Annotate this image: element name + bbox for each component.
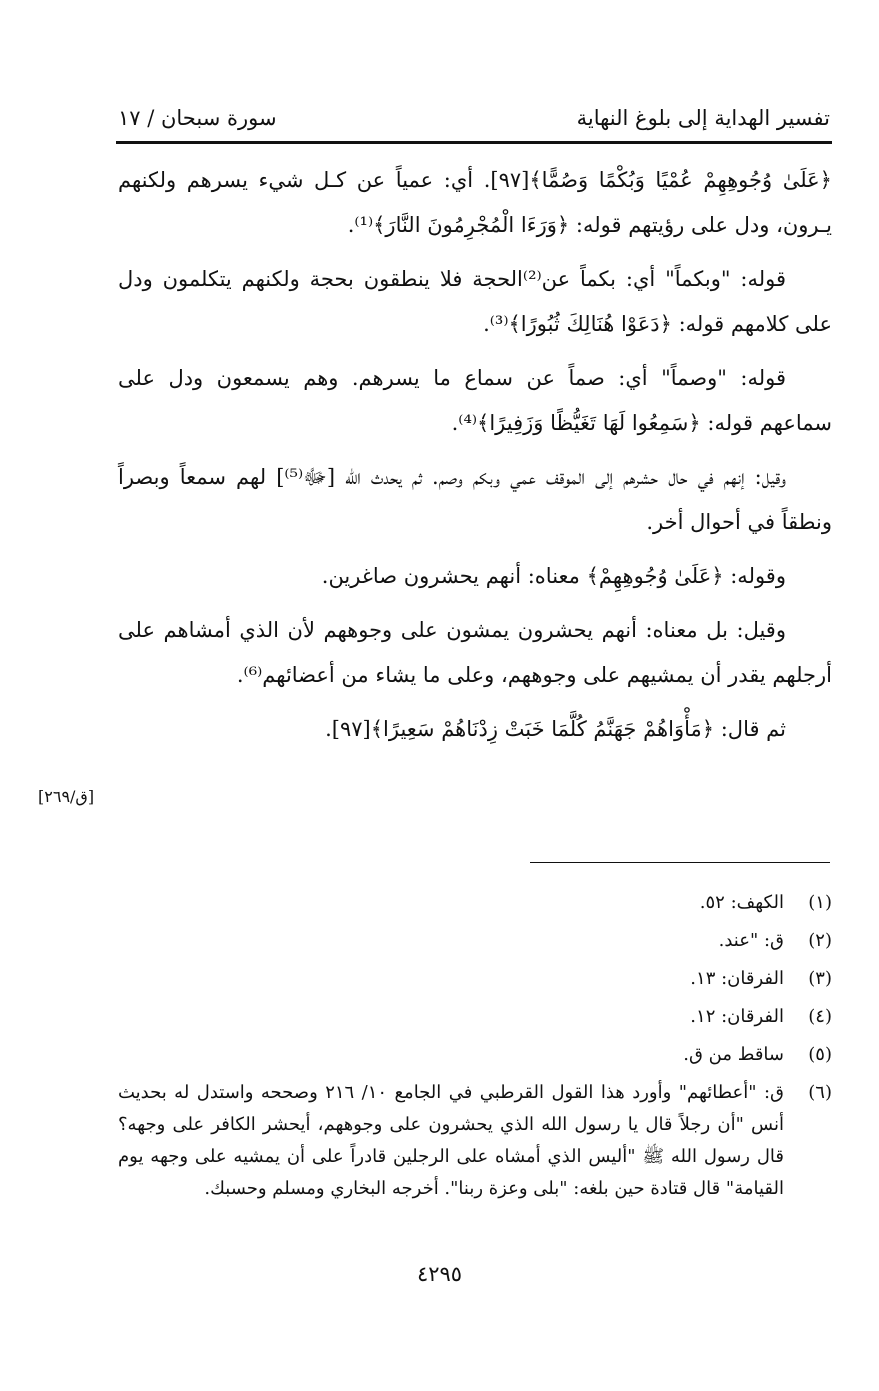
footnote-item — [118, 1074, 832, 1205]
footnote-item — [118, 884, 832, 922]
footnote-number: (٣) — [808, 968, 832, 989]
footnote-text: الكهف: ٥٢. — [699, 892, 784, 913]
paragraph-5: وقوله: ﴿عَلَىٰ وُجُوهِهِمْ﴾ معناه: أنهم يحشرون صاغرين. — [321, 564, 786, 588]
main-text — [118, 158, 832, 761]
book-title: تفسير الهداية إلى بلوغ النهاية — [576, 106, 830, 130]
running-header — [118, 100, 830, 136]
manuscript-folio-marker: [ق/٢٦٩] — [38, 787, 95, 806]
footnote-number: (٥) — [808, 1044, 832, 1065]
footnote-text: ق: "أعطائهم" وأورد هذا القول القرطبي في الجامع ١٠/ ٢١٦ وصححه واستدل له بحديث أنس "أن رجلاً قال يا رسول الله الذي يحشرون على وجوههم، أيحشر الكافر على وجهه؟ قال رسول الله ﷺ "أليس الذي أمشاه على الرجلين قادراً على أن يمشيه على وجهه يوم القيامة" قال قتادة حين بلغه: "بلى وعزة ربنا". أخرجه البخاري ومسلم وحسبك. — [118, 1082, 784, 1199]
footnote-number: (١) — [808, 892, 832, 913]
footnote-text: الفرقان: ١٢. — [690, 1006, 784, 1027]
footnote-number: (٤) — [808, 1006, 832, 1027]
footnote-item — [118, 922, 832, 960]
header-divider — [116, 141, 832, 144]
surah-page-label: سورة سبحان / ١٧ — [118, 106, 277, 130]
footnote-item — [118, 960, 832, 998]
footnote-number: (٦) — [808, 1082, 832, 1103]
paragraph-6: وقيل: بل معناه: أنهم يحشرون يمشون على وجوههم لأن الذي أمشاهم على أرجلهم يقدر أن يمشيهم على وجوههم، وعلى ما يشاء من أعضائهم⁽⁶⁾. — [118, 618, 832, 687]
footnote-text: الفرقان: ١٣. — [690, 968, 784, 989]
footnotes — [118, 884, 832, 1205]
paragraph-3: قوله: "وصماً" أي: صماً عن سماع ما يسرهم. وهم يسمعون ودل على سماعهم قوله: ﴿سَمِعُوا لَهَا تَغَيُّظًا وَزَفِيرًا﴾⁽⁴⁾. — [118, 366, 832, 435]
paragraph-4: وقيل: إنهم في حال حشرهم إلى الموقف عمي وبكم وصم. ثم يحدث الله [ﷻ⁽⁵⁾] لهم سمعاً وبصراً ونطقاً في أحوال أخر. — [118, 465, 832, 534]
paragraph-2: قوله: "وبكماً" أي: بكماً عن⁽²⁾الحجة فلا ينطقون بحجة ولكنهم يتكلمون ودل على كلامهم قوله: ﴿دَعَوْا هُنَالِكَ ثُبُورًا﴾⁽³⁾. — [118, 267, 832, 336]
footnote-divider — [530, 862, 830, 863]
footnote-number: (٢) — [808, 930, 832, 951]
paragraph-1: ﴿عَلَىٰ وُجُوهِهِمْ عُمْيًا وَبُكْمًا وَصُمًّا﴾[٩٧]. أي: عمياً عن كـل شيء يسرهم ولكنهم يـرون، ودل على رؤيتهم قوله: ﴿وَرَءَا الْمُجْرِمُونَ النَّارَ﴾⁽¹⁾. — [118, 168, 832, 237]
footnote-text: ق: "عند. — [718, 930, 784, 951]
footnote-item — [118, 1036, 832, 1074]
page-number: ٤٢٩٥ — [416, 1262, 463, 1286]
footnote-item — [118, 998, 832, 1036]
footnote-text: ساقط من ق. — [683, 1044, 784, 1065]
paragraph-7: ثم قال: ﴿مَأْوَاهُمْ جَهَنَّمُ كُلَّمَا خَبَتْ زِدْنَاهُمْ سَعِيرًا﴾[٩٧]. — [325, 717, 786, 741]
